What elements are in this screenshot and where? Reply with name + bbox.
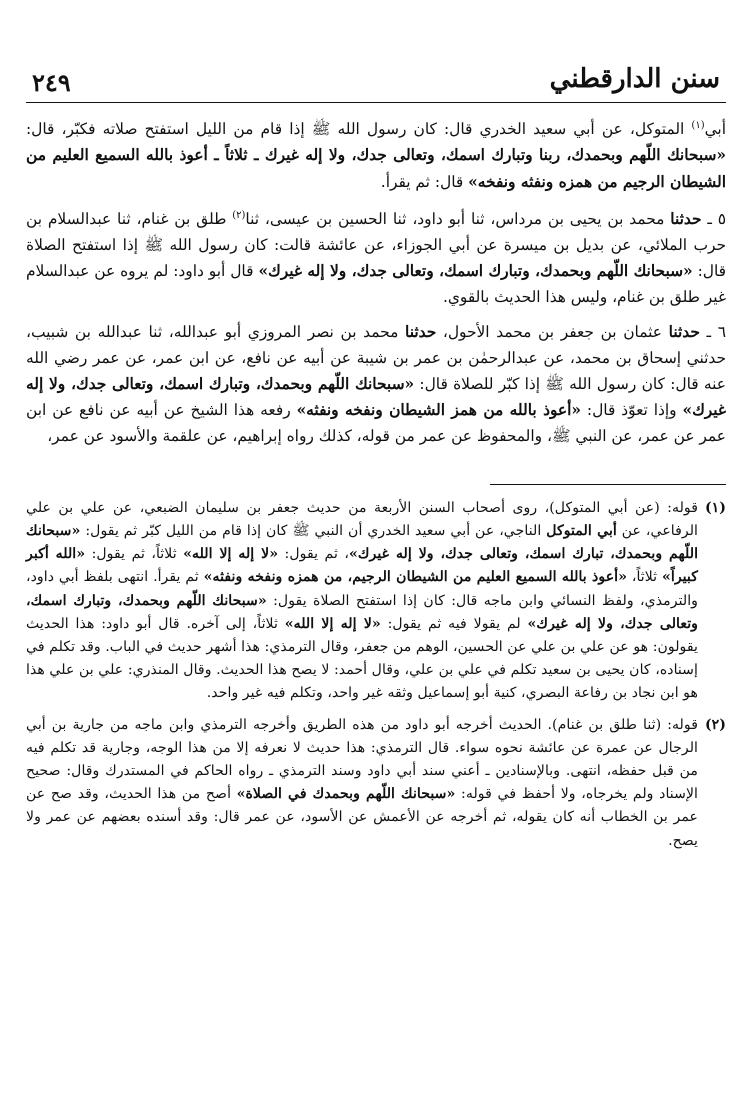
text: قال: ثم يقرأ. — [380, 172, 469, 191]
text: قوله: (ثنا طلق بن غنام). الحديث أخرجه أبو داود من هذه الطريق وأخرجه الترمذي وابن ماجه من جارية بن أبي الرجال عن عمرة عن عائشة نحوه سواء. قال الترمذي: هذا حديث لا نعرفه إلا من هذا الوجه، وجارية قد تكلم فيه من قبل حفظه، انتهى. وبالإسنادين ـ أعني سند أبي داود وسند الترمذي ـ رواه الحاكم في المستدرك وقال: صحيح الإسناد ولم يخرجاه، ولا أحفظ في قوله: — [26, 716, 698, 803]
text: ثم يقرأ. انتهى بلفظ أبي داود، والترمذي، ولفظ النسائي وابن ماجه قال: كان إذا استفتح الصلاة يقول: — [26, 569, 698, 609]
text: رفعه هذا الشيخ عن أبيه عن نافع عن ابن عمر عن عمر، عن النبي ﷺ، والمحفوظ عن عمر من قوله، كذلك رواه إبراهيم، عن علقمة والأسود عن عمر، — [26, 401, 726, 446]
bold-text: «سبحانك اللّهم وبحمدك، وتبارك اسمك، وتعالى جدك، ولا إله غيرك» — [26, 592, 698, 632]
text: أبي — [704, 120, 726, 139]
text: لم يقولا فيه ثم يقول: — [380, 615, 528, 632]
paragraph-1 — [26, 113, 726, 195]
isnad-lead: حدثنا — [405, 322, 437, 341]
hadith-number: ٥ ـ — [701, 209, 726, 228]
footnote-1 — [26, 497, 726, 706]
bold-text: «لا إله إلا الله» — [183, 546, 279, 563]
hadith-6 — [26, 319, 726, 450]
footnote-number: (٢) — [704, 716, 726, 733]
quoted-dua: «سبحانك اللّهم وبحمدك، ربنا وتبارك اسمك، وتعالى جدك، ولا إله غيرك ـ ثلاثاً ـ أعوذ بالله السميع العليم من الشيطان الرجيم من همزه ونفثه ونفخه» — [26, 146, 726, 191]
page-number: ٢٤٩ — [32, 68, 71, 97]
text: المتوكل، عن أبي سعيد الخدري قال: كان رسول الله ﷺ إذا قام من الليل استفتح صلاته فكبّر، قال: — [26, 120, 692, 139]
footnote-text — [26, 497, 698, 706]
hadith-5 — [26, 203, 726, 311]
text: ، ثم يقول: — [278, 546, 349, 563]
text: ثلاثاً، ثم يقول: — [85, 546, 184, 563]
bold-text: أبي المتوكل — [546, 522, 617, 539]
book-title: سنن الدارقطني — [549, 64, 720, 94]
footnote-text — [26, 714, 698, 853]
isnad-lead: حدثنا — [670, 209, 702, 228]
isnad-lead: حدثنا — [668, 322, 700, 341]
text: محمد بن نصر المروزي أبو عبدالله، ثنا عبدالله بن شبيب، حدثني إسحاق بن محمد، عن عبدالرحمٰن بن عمر بن شيبة عن أبيه عن نافع، عن ابن عمر، عن عمر رضي الله عنه قال: كان رسول الله ﷺ إذا كبّر للصلاة قال: — [26, 322, 726, 394]
bold-text: «سبحانك اللّهم وبحمدك، تبارك اسمك، وتعالى جدك، ولا إله غيرك» — [26, 522, 699, 563]
quoted-dua: «سبحانك اللّهم وبحمدك، وتبارك اسمك، وتعالى جدك، ولا إله غيرك» — [26, 375, 726, 420]
text: ثلاثاً، — [626, 569, 663, 586]
quoted-dua: «أعوذ بالله من همز الشيطان ونفخه ونفثه» — [296, 401, 581, 420]
text: عثمان بن جعفر بن محمد الأحول، — [436, 322, 669, 341]
text: ثلاثاً، إلى آخره. قال أبو داود: هذا الحديث يقولون: هو عن علي بن علي عن الحسين، الوهم من جعفر، وقال الترمذي: هذا أشهر حديث في الباب. وقد تكلم في إسناده، كان يحيى بن سعيد تكلم في علي بن علي، وقال أحمد: لا يصح هذا الحديث. وقال المنذري: علي بن علي هذا هو ابن نجاد بن رفاعة البصري، كنية أبو إسماعيل وثقه غير واحد، وتكلم فيه غير واحد. — [26, 615, 698, 702]
text: أصح من هذا الحديث، وقد صح عن عمر بن الخطاب أنه كان يقوله، ثم أخرجه عن الأعمش عن الأسود، عن عمر قال: وقد أسنده بعضهم عن عمر ولا يصح. — [26, 786, 698, 849]
text: وإذا تعوّذ قال: — [580, 401, 683, 420]
text: محمد بن يحيى بن مرداس، ثنا أبو داود، ثنا الحسين بن عيسى، ثنا — [245, 209, 671, 228]
quoted-dua: «سبحانك اللّهم وبحمدك، وتبارك اسمك، وتعالى جدك، ولا إله غيرك» — [258, 262, 693, 281]
footnotes — [26, 497, 726, 853]
footnote-ref-2[interactable]: (٢) — [232, 209, 246, 221]
text: طلق بن غنام، ثنا عبدالسلام بن حرب الملائي، عن بديل بن ميسرة عن أبي الجوزاء، عن عائشة قالت: كان رسول الله ﷺ إذا استفتح الصلاة قال: — [26, 209, 726, 281]
bold-text: «سبحانك اللّهم وبحمدك في الصلاة» — [236, 786, 456, 803]
text: قال أبو داود: لم يروه عن عبدالسلام غير طلق بن غنام، وليس هذا الحديث بالقوي. — [26, 262, 726, 307]
footnote-ref-1[interactable]: (١) — [691, 120, 705, 131]
text: قوله: (عن أبي المتوكل)، روى أصحاب السنن الأربعة من حديث جعفر بن سليمان الضبعي، عن علي بن علي الرفاعي، عن — [26, 499, 699, 539]
footnote-number: (١) — [704, 499, 726, 516]
bold-text: «لا إله إلا الله» — [284, 615, 381, 632]
bold-text: «أعوذ بالله السميع العليم من الشيطان الرجيم، من همزه ونفخه ونفثه» — [203, 569, 627, 586]
footnote-2 — [26, 714, 726, 853]
hadith-number: ٦ ـ — [699, 322, 726, 341]
bold-text: «الله أكبر كبيراً» — [26, 546, 698, 586]
footnote-divider — [490, 484, 726, 485]
main-text — [26, 113, 726, 450]
text: الناجي، عن أبي سعيد الخدري أن النبي ﷺ كان إذا قام من الليل كبّر ثم يقول: — [80, 522, 547, 539]
page — [26, 62, 726, 861]
page-header — [26, 62, 726, 103]
